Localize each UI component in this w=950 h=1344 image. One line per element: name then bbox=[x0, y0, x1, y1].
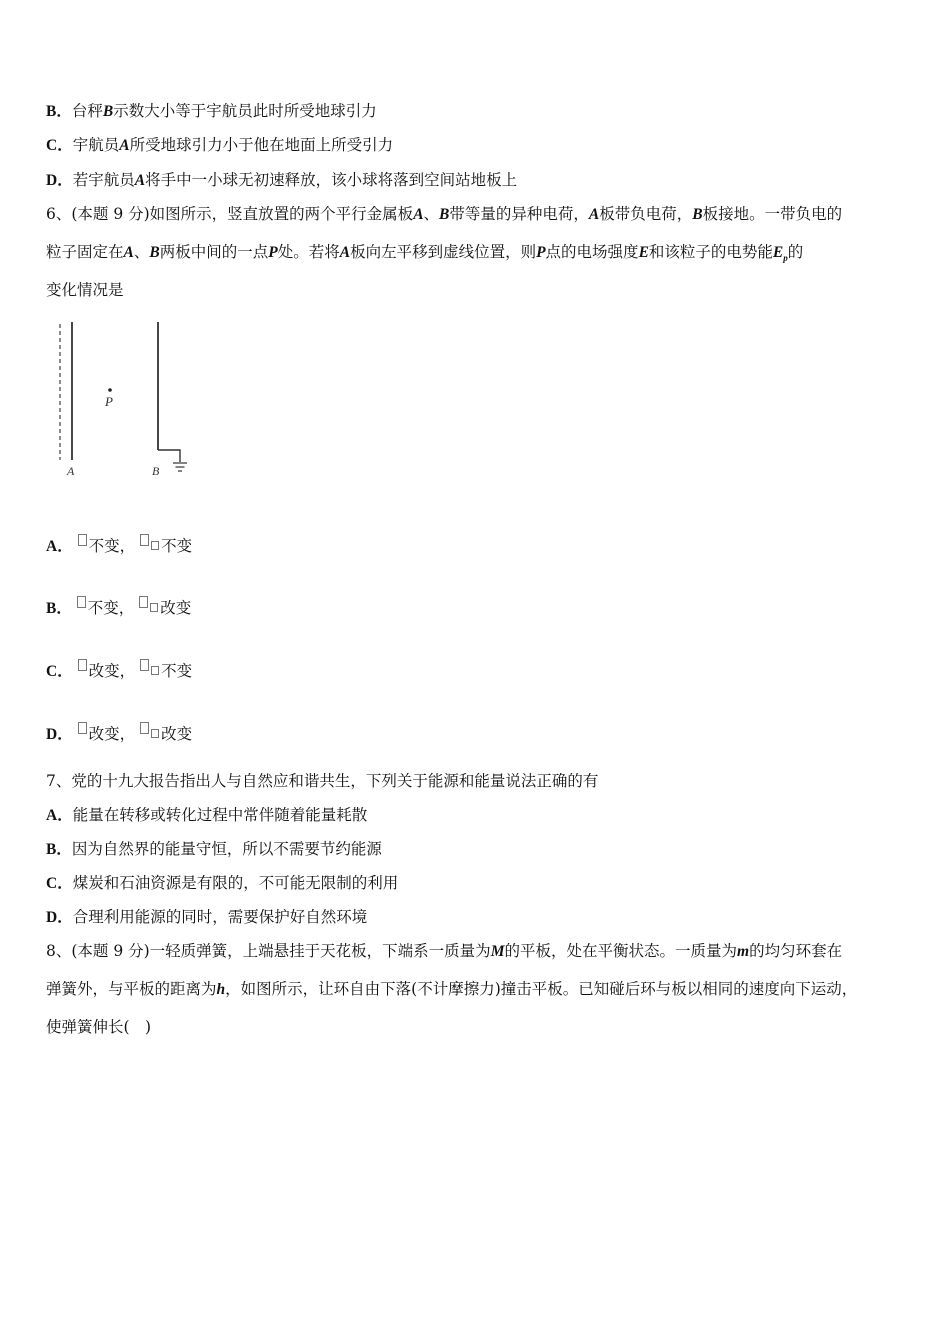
missing-symbol-icon bbox=[78, 534, 87, 546]
q7-option-b: B．因为自然界的能量守恒，所以不需要节约能源 bbox=[46, 840, 382, 858]
q6-option-c: C． 改变， 不变 bbox=[46, 659, 192, 682]
q8-stem-line-2: 弹簧外，与平板的距离为h，如图所示，让环自由下落(不计摩擦力)撞击平板。已知碰后环与板以相同的速度向下运动， bbox=[46, 980, 858, 998]
missing-symbol-icon bbox=[151, 729, 159, 738]
q7-option-a: A．能量在转移或转化过程中常伴随着能量耗散 bbox=[46, 806, 368, 824]
point-p-label: P bbox=[105, 394, 113, 409]
q7-option-c: C．煤炭和石油资源是有限的，不可能无限制的利用 bbox=[46, 874, 399, 892]
parallel-plates-figure bbox=[48, 320, 198, 480]
ground-wire bbox=[158, 450, 180, 462]
q6-option-b: B． 不变， 改变 bbox=[46, 596, 191, 619]
q8-stem-line-3: 使弹簧伸长( ) bbox=[46, 1018, 152, 1036]
q6-stem-line-3: 变化情况是 bbox=[46, 281, 124, 299]
q6-option-d: D． 改变， 改变 bbox=[46, 722, 192, 745]
missing-symbol-icon bbox=[140, 722, 149, 734]
q5-option-c: C．宇航员A所受地球引力小于他在地面上所受引力 bbox=[46, 136, 394, 154]
missing-symbol-icon bbox=[140, 659, 149, 671]
plate-a-label: A bbox=[67, 464, 75, 478]
ground-icon bbox=[173, 463, 187, 471]
missing-symbol-icon bbox=[151, 666, 159, 675]
missing-symbol-icon bbox=[77, 596, 86, 608]
missing-symbol-icon bbox=[78, 659, 87, 671]
q8-stem-line-1: 8、(本题 9 分)一轻质弹簧，上端悬挂于天花板，下端系一质量为M的平板，处在平衡状态。一质量为m的均匀环套在 bbox=[46, 942, 843, 960]
missing-symbol-icon bbox=[151, 541, 159, 550]
q7-option-d: D．合理利用能源的同时，需要保护好自然环境 bbox=[46, 908, 368, 926]
q5-option-b: B．台秤B示数大小等于宇航员此时所受地球引力 bbox=[46, 102, 377, 120]
q7-stem: 7、党的十九大报告指出人与自然应和谐共生，下列关于能源和能量说法正确的有 bbox=[46, 772, 599, 790]
plate-b-label: B bbox=[152, 464, 160, 478]
q5-option-d: D．若宇航员A将手中一小球无初速释放，该小球将落到空间站地板上 bbox=[46, 171, 518, 189]
point-p-dot bbox=[108, 388, 112, 392]
missing-symbol-icon bbox=[139, 596, 148, 608]
q6-stem-line-1: 6、(本题 9 分)如图所示，竖直放置的两个平行金属板A、B带等量的异种电荷，A板带负电荷，B板接地。一带负电的 bbox=[46, 205, 843, 223]
missing-symbol-icon bbox=[150, 603, 158, 612]
q6-option-a: A． 不变， 不变 bbox=[46, 534, 192, 557]
missing-symbol-icon bbox=[78, 722, 87, 734]
missing-symbol-icon bbox=[140, 534, 149, 546]
q6-stem-line-2: 粒子固定在A、B两板中间的一点P处。若将A板向左平移到虚线位置，则P点的电场强度E和该粒子的电势能$E_p$的 bbox=[46, 243, 804, 264]
